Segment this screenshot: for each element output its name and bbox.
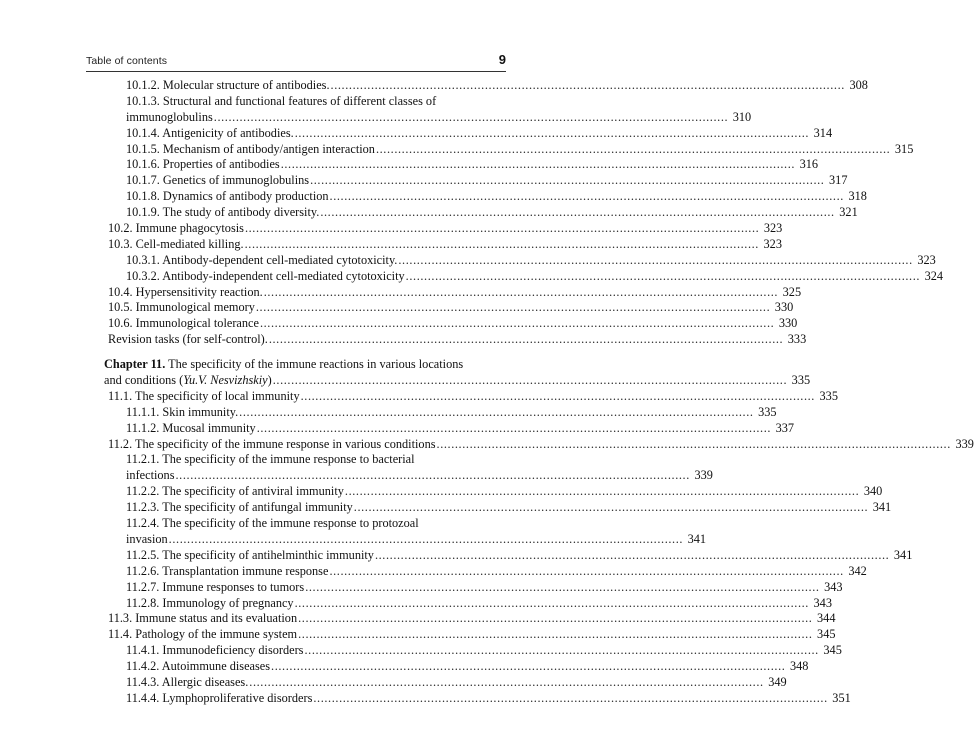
- toc-entry-page: 321: [839, 205, 858, 220]
- toc-entry-page: 335: [819, 388, 838, 403]
- chapter-title-line1: [104, 357, 463, 373]
- toc-entry-page: 340: [863, 484, 883, 499]
- toc-entry-page: 323: [763, 236, 782, 251]
- dot-leader: ............................................................................................................................................: [239, 404, 754, 419]
- toc-entry: [104, 516, 489, 532]
- header-title: Table of contents: [86, 55, 168, 67]
- toc-entry-title: 11.2.7. Immune responses to tumors: [126, 579, 305, 594]
- toc-entry-title: 11.2.8. Immunology of pregnancy: [126, 595, 294, 610]
- toc-entry-page: 341: [872, 500, 892, 515]
- dot-leader: ............................................................................................................................................: [244, 221, 760, 236]
- toc-entry: [104, 332, 807, 348]
- dot-leader: ............................................................................................................................................: [256, 420, 772, 435]
- toc-entry-title: 11.2.6. Transplantation immune response: [126, 563, 329, 578]
- toc-entry-title: Revision tasks (for self-control).: [108, 332, 268, 347]
- toc-entry-title: 10.1.2. Molecular structure of antibodies.: [126, 78, 330, 92]
- toc-entry: [104, 221, 783, 237]
- toc-entry-page: 348: [789, 659, 809, 674]
- toc-entry: [104, 547, 913, 564]
- toc-entry-page: 324: [924, 268, 944, 283]
- dot-leader: ............................................................................................................................................: [294, 125, 810, 140]
- toc-entry-title: 11.2. The specificity of the immune response in various conditions: [108, 436, 436, 451]
- dot-leader: ............................................................................................................................................: [436, 436, 951, 451]
- table-of-contents: [104, 78, 974, 707]
- toc-entry: [104, 141, 914, 158]
- toc-entry-continuation: [104, 109, 752, 126]
- toc-entry-page: 335: [758, 404, 777, 419]
- dot-leader: ............................................................................................................................................: [255, 300, 771, 315]
- toc-entry-page: 315: [894, 141, 914, 156]
- toc-entry: [104, 284, 802, 301]
- toc-entry: [104, 611, 836, 627]
- dot-leader: ............................................................................................................................................: [330, 78, 845, 92]
- dot-leader: ............................................................................................................................................: [249, 674, 764, 689]
- toc-entry-title: 11.4.3. Allergic diseases.: [126, 674, 249, 689]
- toc-entry-page: 325: [782, 284, 802, 299]
- toc-entry: [104, 674, 787, 691]
- dot-leader: ............................................................................................................................................: [244, 236, 759, 251]
- dot-leader: ............................................................................................................................................: [344, 484, 860, 499]
- toc-entry-continuation: [104, 468, 713, 484]
- toc-entry-page: 310: [732, 109, 752, 124]
- chapter-heading: [104, 357, 489, 373]
- toc-entry-page: 317: [829, 173, 848, 188]
- toc-entry: [104, 595, 832, 612]
- toc-entry-title: 11.2.3. The specificity of antifungal immunity: [126, 500, 353, 515]
- toc-entry-page: 337: [775, 420, 795, 435]
- dot-leader: ............................................................................................................................................: [213, 109, 729, 124]
- toc-entry-page: 339: [694, 468, 713, 483]
- toc-entry: [104, 173, 848, 189]
- toc-entry: [104, 157, 819, 173]
- toc-entry: [104, 316, 798, 332]
- toc-entry-title: 11.1. The specificity of local immunity: [108, 388, 300, 403]
- chapter-title-line2: [104, 373, 272, 389]
- header-divider: [86, 71, 506, 72]
- dot-leader: ............................................................................................................................................: [175, 468, 690, 483]
- toc-entry-page: 345: [823, 643, 842, 658]
- toc-entry-page: 343: [813, 595, 832, 610]
- toc-entry-title: infections: [126, 468, 175, 483]
- toc-entry-title: 10.3. Cell-mediated killing.: [108, 236, 244, 251]
- toc-entry-page: 351: [832, 690, 851, 705]
- toc-entry-title: 11.2.5. The specificity of antihelminthic immunity: [126, 547, 374, 562]
- toc-entry-title: 10.5. Immunological memory: [108, 300, 255, 315]
- toc-entry-title: 11.1.1. Skin immunity.: [126, 404, 239, 419]
- dot-leader: ............................................................................................................................................: [374, 547, 890, 562]
- section-gap: [104, 348, 489, 357]
- toc-entry: [104, 236, 782, 253]
- toc-entry-title: 11.2.2. The specificity of antiviral immunity: [126, 484, 344, 499]
- dot-leader: ............................................................................................................................................: [268, 332, 784, 347]
- chapter-page: 335: [791, 373, 811, 388]
- toc-entry: [104, 300, 794, 316]
- chapter-title-prefix: and conditions (: [104, 373, 184, 388]
- toc-entry-title: 11.2.4. The specificity of the immune response to protozoal: [126, 516, 419, 531]
- toc-entry: [104, 484, 883, 500]
- dot-leader: ............................................................................................................................................: [375, 141, 891, 156]
- toc-entry-title: 10.1.3. Structural and functional features of different classes of: [126, 93, 437, 108]
- page-number: 9: [498, 52, 506, 67]
- toc-entry-continuation: [104, 531, 707, 548]
- toc-entry-page: 330: [778, 316, 798, 331]
- dot-leader: ............................................................................................................................................: [398, 252, 913, 267]
- toc-entry-page: 314: [813, 125, 833, 140]
- dot-leader: ............................................................................................................................................: [313, 690, 828, 705]
- toc-entry-title: 10.4. Hypersensitivity reaction.: [108, 284, 263, 299]
- toc-entry-page: 330: [774, 300, 794, 315]
- toc-entry-title: 10.1.9. The study of antibody diversity.: [126, 205, 320, 220]
- dot-leader: ............................................................................................................................................: [272, 373, 788, 388]
- chapter-title: The specificity of the immune reactions in various locations: [168, 357, 464, 372]
- dot-leader: ............................................................................................................................................: [353, 500, 869, 515]
- toc-entry: [104, 205, 858, 221]
- toc-entry: [104, 268, 944, 285]
- toc-entry: [104, 643, 842, 659]
- toc-entry-title: 10.1.7. Genetics of immunoglobulins: [126, 173, 310, 188]
- dot-leader: ............................................................................................................................................: [304, 643, 819, 658]
- toc-entry-page: 343: [824, 579, 843, 594]
- chapter-label: Chapter 11.: [104, 357, 166, 372]
- toc-entry: [104, 125, 833, 142]
- toc-entry-title: 11.4.4. Lymphoproliferative disorders: [126, 690, 313, 705]
- toc-entry-title: 11.4.2. Autoimmune diseases: [126, 659, 271, 674]
- dot-leader: ............................................................................................................................................: [329, 563, 844, 578]
- toc-entry-title: 10.6. Immunological tolerance: [108, 316, 259, 331]
- toc-entry: [104, 690, 851, 707]
- toc-entry-page: 308: [849, 78, 868, 92]
- toc-entry-page: 339: [955, 436, 974, 451]
- toc-entry-title: 10.1.5. Mechanism of antibody/antigen interaction: [126, 141, 375, 156]
- toc-entry: [104, 659, 809, 675]
- dot-leader: ............................................................................................................................................: [305, 579, 820, 594]
- toc-entry-page: 316: [799, 157, 819, 172]
- chapter-title-suffix: ): [267, 373, 272, 388]
- chapter-heading-continuation: [104, 373, 811, 389]
- toc-entry-title: 10.1.6. Properties of antibodies: [126, 157, 280, 172]
- toc-entry: [104, 420, 795, 437]
- toc-entry: [104, 189, 867, 205]
- toc-entry: [104, 436, 974, 453]
- dot-leader: ............................................................................................................................................: [298, 627, 813, 642]
- toc-entry-title: 11.1.2. Mucosal immunity: [126, 420, 256, 435]
- toc-entry-title: 11.4. Pathology of the immune system: [108, 627, 298, 642]
- chapter-author: Yu.V. Nesvizhskiy: [183, 373, 268, 388]
- dot-leader: ............................................................................................................................................: [320, 205, 835, 220]
- toc-entry: [104, 563, 867, 580]
- toc-entry: [104, 388, 838, 405]
- toc-entry: [104, 627, 836, 643]
- dot-leader: ............................................................................................................................................: [259, 316, 775, 331]
- toc-entry-title: 10.1.4. Antigenicity of antibodies.: [126, 125, 294, 140]
- toc-entry-page: 342: [848, 563, 867, 578]
- toc-entry: [104, 78, 868, 94]
- toc-entry-title: 11.3. Immune status and its evaluation: [108, 611, 298, 626]
- toc-entry-page: 345: [817, 627, 836, 642]
- dot-leader: ............................................................................................................................................: [271, 659, 786, 674]
- toc-entry-page: 318: [848, 189, 867, 204]
- toc-entry: [104, 452, 489, 468]
- toc-entry-page: 333: [787, 332, 807, 347]
- toc-entry-title: immunoglobulins: [126, 109, 213, 124]
- toc-entry-title: invasion: [126, 531, 168, 546]
- toc-entry-page: 344: [817, 611, 836, 626]
- toc-entry-page: 323: [763, 221, 783, 236]
- dot-leader: ............................................................................................................................................: [280, 157, 796, 172]
- toc-entry-page: 341: [893, 547, 913, 562]
- toc-entry: [104, 500, 892, 516]
- toc-entry-title: 10.3.2. Antibody-independent cell-mediated cytotoxicity: [126, 268, 405, 283]
- toc-entry-page: 323: [917, 252, 936, 267]
- dot-leader: ............................................................................................................................................: [300, 388, 815, 403]
- dot-leader: ............................................................................................................................................: [310, 173, 825, 188]
- dot-leader: ............................................................................................................................................: [168, 531, 684, 546]
- toc-entry-title: 11.4.1. Immunodeficiency disorders: [126, 643, 304, 658]
- toc-entry-title: 10.2. Immune phagocytosis: [108, 221, 244, 236]
- toc-entry: [104, 579, 843, 596]
- dot-leader: ............................................................................................................................................: [405, 268, 921, 283]
- dot-leader: ............................................................................................................................................: [329, 189, 844, 204]
- toc-entry-page: 349: [768, 674, 787, 689]
- dot-leader: ............................................................................................................................................: [263, 284, 779, 299]
- dot-leader: ............................................................................................................................................: [294, 595, 809, 610]
- dot-leader: ............................................................................................................................................: [298, 611, 813, 626]
- toc-entry-title: 10.3.1. Antibody-dependent cell-mediated cytotoxicity.: [126, 252, 398, 267]
- toc-entry-title: 10.1.8. Dynamics of antibody production: [126, 189, 329, 204]
- toc-entry: [104, 252, 936, 269]
- toc-entry-title: 11.2.1. The specificity of the immune response to bacterial: [126, 452, 415, 467]
- toc-entry: [104, 94, 489, 110]
- toc-entry-page: 341: [687, 531, 707, 546]
- toc-entry: [104, 404, 777, 421]
